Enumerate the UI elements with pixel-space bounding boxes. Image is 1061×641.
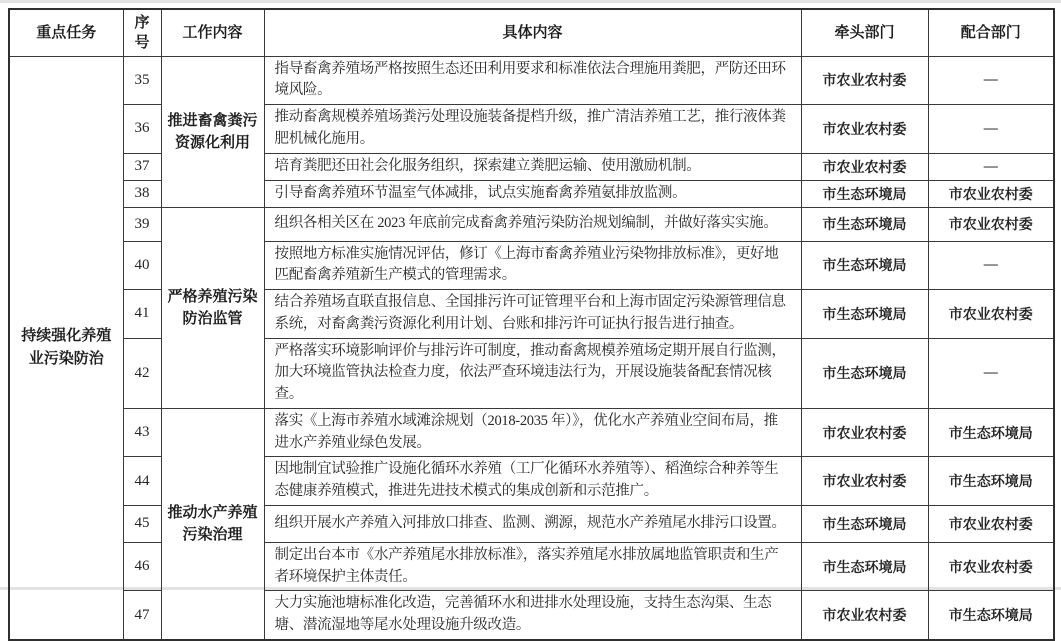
lead-dept-cell: 市农业农村委 bbox=[801, 408, 928, 457]
lead-dept-cell: 市生态环境局 bbox=[801, 338, 928, 408]
lead-dept-cell: 市农业农村委 bbox=[801, 56, 928, 105]
header-coop-department: 配合部门 bbox=[928, 9, 1054, 56]
lead-dept-cell: 市生态环境局 bbox=[801, 290, 928, 339]
content-cell: 组织开展水产养殖入河排放口排查、监测、溯源，规范水产养殖尾水排污口设置。 bbox=[264, 505, 801, 542]
lead-dept-cell: 市农业农村委 bbox=[801, 591, 928, 640]
header-specific-content: 具体内容 bbox=[264, 9, 801, 56]
content-cell: 大力实施池塘标准化改造，完善循环水和进排水处理设施，支持生态沟渠、生态塘、潜流湿地等尾水处理设施升级改造。 bbox=[264, 591, 801, 640]
lead-dept-cell: 市农业农村委 bbox=[801, 105, 928, 154]
serial-cell: 37 bbox=[123, 153, 161, 180]
work-group-cell: 推动水产养殖污染治理 bbox=[161, 408, 264, 640]
coop-dept-cell: 市农业农村委 bbox=[928, 180, 1054, 207]
serial-cell: 35 bbox=[123, 56, 161, 105]
coop-dept-cell: 市生态环境局 bbox=[928, 457, 1054, 506]
serial-cell: 38 bbox=[123, 180, 161, 207]
content-cell: 落实《上海市养殖水域滩涂规划（2018-2035 年）》，优化水产养殖业空间布局，推进水产养殖业绿色发展。 bbox=[264, 408, 801, 457]
content-cell: 推动畜禽规模养殖场粪污处理设施装备提档升级，推广清洁养殖工艺，推行液体粪肥机械化施用。 bbox=[264, 105, 801, 154]
task-table bbox=[8, 8, 1055, 641]
content-cell: 因地制宜试验推广设施化循环水养殖（工厂化循环水养殖等）、稻渔综合种养等生态健康养殖模式，推进先进技术模式的集成创新和示范推广。 bbox=[264, 457, 801, 506]
coop-dept-cell: — bbox=[928, 153, 1054, 180]
coop-dept-cell: 市农业农村委 bbox=[928, 505, 1054, 542]
key-task-cell: 持续强化养殖业污染防治 bbox=[9, 56, 123, 640]
serial-cell: 41 bbox=[123, 290, 161, 339]
lead-dept-cell: 市农业农村委 bbox=[801, 457, 928, 506]
serial-cell: 46 bbox=[123, 542, 161, 591]
page-top-edge bbox=[0, 0, 1061, 3]
header-serial-number: 序号 bbox=[123, 9, 161, 56]
table-row bbox=[9, 408, 1054, 457]
table-row bbox=[9, 56, 1054, 105]
serial-cell: 40 bbox=[123, 241, 161, 290]
serial-cell: 45 bbox=[123, 505, 161, 542]
lead-dept-cell: 市农业农村委 bbox=[801, 153, 928, 180]
work-group-cell: 推进畜禽粪污资源化利用 bbox=[161, 56, 264, 207]
lead-dept-cell: 市生态环境局 bbox=[801, 180, 928, 207]
serial-cell: 44 bbox=[123, 457, 161, 506]
content-cell: 制定出台本市《水产养殖尾水排放标准》，落实养殖尾水排放属地监管职责和生产者环境保护主体责任。 bbox=[264, 542, 801, 591]
lead-dept-cell: 市生态环境局 bbox=[801, 505, 928, 542]
serial-cell: 36 bbox=[123, 105, 161, 154]
coop-dept-cell: 市生态环境局 bbox=[928, 591, 1054, 640]
lead-dept-cell: 市生态环境局 bbox=[801, 207, 928, 241]
coop-dept-cell: — bbox=[928, 338, 1054, 408]
header-lead-department: 牵头部门 bbox=[801, 9, 928, 56]
coop-dept-cell: 市农业农村委 bbox=[928, 290, 1054, 339]
table-row bbox=[9, 207, 1054, 241]
coop-dept-cell: — bbox=[928, 241, 1054, 290]
content-cell: 引导畜禽养殖环节温室气体减排，试点实施畜禽养殖氨排放监测。 bbox=[264, 180, 801, 207]
content-cell: 严格落实环境影响评价与排污许可制度，推动畜禽规模养殖场定期开展自行监测，加大环境监管执法检查力度，依法严查环境违法行为，开展设施装备配套情况核查。 bbox=[264, 338, 801, 408]
lead-dept-cell: 市生态环境局 bbox=[801, 542, 928, 591]
serial-cell: 39 bbox=[123, 207, 161, 241]
content-cell: 组织各相关区在 2023 年底前完成畜禽养殖污染防治规划编制，并做好落实实施。 bbox=[264, 207, 801, 241]
content-cell: 结合养殖场直联直报信息、全国排污许可证管理平台和上海市固定污染源管理信息系统，对畜禽粪污资源化利用计划、台账和排污许可证执行报告进行抽查。 bbox=[264, 290, 801, 339]
table-header-row bbox=[9, 9, 1054, 56]
header-key-task: 重点任务 bbox=[9, 9, 123, 56]
coop-dept-cell: 市农业农村委 bbox=[928, 542, 1054, 591]
serial-cell: 43 bbox=[123, 408, 161, 457]
coop-dept-cell: — bbox=[928, 56, 1054, 105]
lead-dept-cell: 市生态环境局 bbox=[801, 241, 928, 290]
content-cell: 按照地方标准实施情况评估，修订《上海市畜禽养殖业污染物排放标准》，更好地匹配畜禽养殖新生产模式的管理需求。 bbox=[264, 241, 801, 290]
coop-dept-cell: — bbox=[928, 105, 1054, 154]
header-work-content: 工作内容 bbox=[161, 9, 264, 56]
content-cell: 培育粪肥还田社会化服务组织，探索建立粪肥运输、使用激励机制。 bbox=[264, 153, 801, 180]
serial-cell: 47 bbox=[123, 591, 161, 640]
coop-dept-cell: 市农业农村委 bbox=[928, 207, 1054, 241]
content-cell: 指导畜禽养殖场严格按照生态还田利用要求和标准依法合理施用粪肥，严防还田环境风险。 bbox=[264, 56, 801, 105]
serial-cell: 42 bbox=[123, 338, 161, 408]
coop-dept-cell: 市生态环境局 bbox=[928, 408, 1054, 457]
work-group-cell: 严格养殖污染防治监管 bbox=[161, 207, 264, 408]
